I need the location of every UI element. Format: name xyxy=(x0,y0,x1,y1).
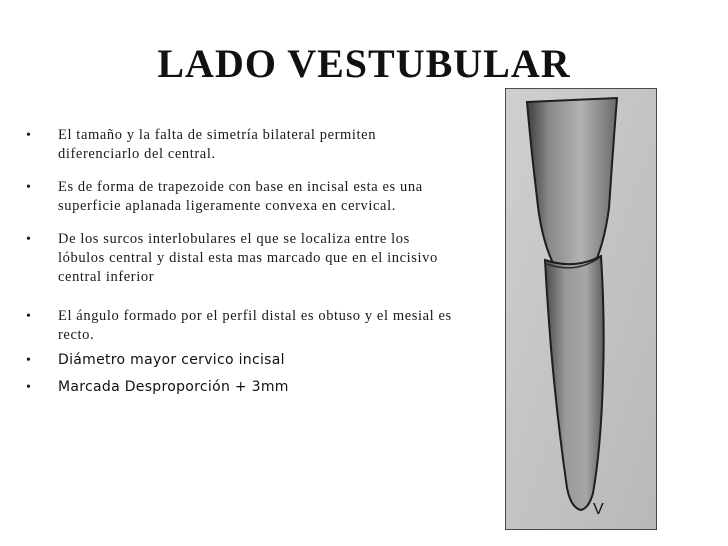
bullet-text: El tamaño y la falta de simetría bilateral permiten diferenciarlo del central. xyxy=(58,127,377,162)
bullet-dot: • xyxy=(26,353,32,368)
bullet-text: Diámetro mayor cervico incisal xyxy=(58,352,285,368)
tooth-figure xyxy=(505,88,657,530)
bullet-text: De los surcos interlobulares el que se localiza entre los lóbulos central y distal esta mas marcado que en el incisivo central inferior xyxy=(58,231,438,285)
bullet-text: Marcada Desproporción + 3mm xyxy=(58,379,289,395)
bullet-dot: • xyxy=(26,309,32,324)
bullet-text: Es de forma de trapezoide con base en incisal esta es una superficie aplanada ligeramente convexa en cervical. xyxy=(58,179,423,214)
bullet-dot: • xyxy=(26,380,32,395)
bullet-item xyxy=(26,178,456,216)
tooth-illustration-icon xyxy=(505,88,657,530)
bullet-list xyxy=(26,126,456,397)
bullet-text: El ángulo formado por el perfil distal es obtuso y el mesial es recto. xyxy=(58,308,452,343)
bullet-item xyxy=(26,378,456,397)
bullet-dot: • xyxy=(26,180,32,195)
bullet-item xyxy=(26,126,456,164)
slide-title: LADO VESTUBULAR xyxy=(157,41,571,86)
bullet-dot: • xyxy=(26,232,32,247)
figure-label: V xyxy=(593,501,604,518)
bullet-item xyxy=(26,230,456,287)
bullet-item xyxy=(26,351,456,370)
bullet-item xyxy=(26,307,456,345)
bullet-dot: • xyxy=(26,128,32,143)
